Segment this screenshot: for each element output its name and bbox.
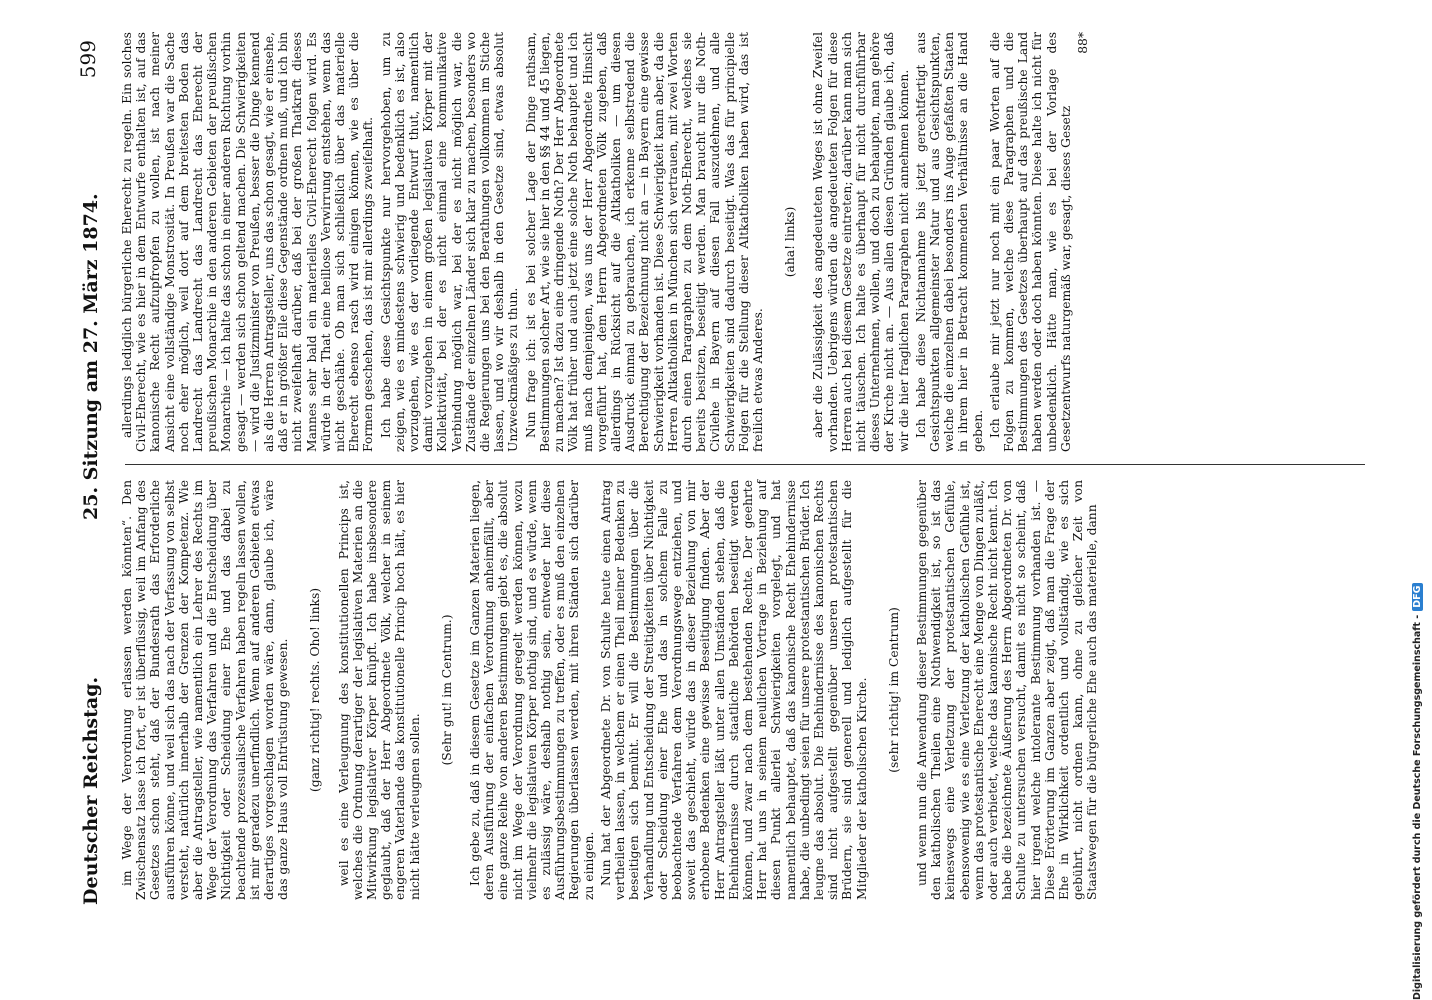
interjection: (Sehr gut! im Centrum.) [439,614,454,766]
header-title: Deutscher Reichstag. [80,676,102,905]
funding-note [1412,0,1423,1000]
paragraph: allerdings lediglich bürgerliche Eherecht zu regeln. Ein solches Civil-Eherecht, wie es hier in dem Entwurfe enthalten ist, auf das kanonische Recht aufzupfropfen zu wollen, ist nach meiner Ansicht eine vollständige Monstrosität. In Preußen war die Sache noch eher möglich, weil dort auf dem breitesten Boden das Landrecht das Landrecht das Landrecht das Eherecht der preußischen Monarchie in den anderen Gebieten der preußischen Monarchie — ich halte das schon in einer anderen Richtung vorhin gesagt — werden sich schon geltend machen. Die Schwierigkeiten — wird die Justizminister von Preußen, besser die Dinge kennend als die Herren Antragsteller, uns das schon gesagt, wie er einsehe, daß er in größter Eile diese Gegenstände ordnen muß, und ich bin nicht zweifelhaft darüber, daß bei der großen Thatkraft dieses Mannes sehr bald ein materielles Civil-Eherecht folgen wird. Es würde in der That eine heillose Verwirrung entstehen, wenn das nicht geschähe. Ob man sich schließlich über das materielle Eherecht ebenso rasch wird einigen können, wie es über die Formen geschehen, das ist mir allerdings zweifelhaft. [120,32,376,452]
header-session: 25. Sitzung am 27. März 1874. [80,193,102,520]
paragraph: Ich habe diese Gesichtspunkte nur hervorgehoben, um zu zeigen, wie es mindestens schwierig und bedenklich es ist, also vorzugehen, wie es der vorliegende Entwurf thut, namentlich damit vorzugehen in einem großen legislativen Körper mit der Kollektivität, bei der es nicht einmal eine kommunikative Verbindung möglich war, bei der es nicht möglich war, die Zustände der einzelnen Länder sich klar zu machen, besonders wo die Regierungen uns bei den Berathungen vollkommen im Stiche lassen, und wo wir deshalb in den Gesetze sind, etwas absolut Unzweckmäßiges zu thun. [378,32,521,452]
paragraph: aber die Zulässigkeit des angedeuteten Weges ist ohne Zweifel vorhanden. Uebrigens würden die angedeuteten Folgen für diese Herren auch bei diesem Gesetze eintreten; darüber kann man sich nicht täuschen. Ich halte es überhaupt für nicht durchführbar dieses Unternehmen, wollen, und doch zu behaupten, man gehöre der Kirche nicht an. — Aus allen diesen Gründen glaube ich, daß wir die hier fraglichen Paragraphen nicht annehmen können. [811,32,911,452]
funding-sidebar [1412,0,1432,1000]
page-number: 599 [76,40,100,79]
dfg-logo: DFG [1412,583,1423,611]
column-divider [125,464,1365,465]
interjection: (sehr richtig! im Centrum) [886,607,901,773]
sheet-signature: 88* [1076,32,1090,54]
paragraph: im Wege der Verordnung erlassen werden könnten“. Den Zwischensatz lasse ich fort, er ist überflüssig, weil im Anfang des Gesetzes schon steht, daß der Bundesrath das Erforderliche ausführen könne, und weil sich das nach der Verfassung von selbst versteht, natürlich innerhalb der Grenzen der Kompetenz. Wie aber die Antragsteller, wie namentlich ein Lehrer des Rechts im Wege der Verordnung das Verfahren und die Entscheidung über Nichtigkeit oder Scheidung einer Ehe und das dabei zu beachtende prozessualische Verfahren haben regeln lassen wollen, ist mir geradezu unerfindlich. Wenn auf anderen Gebieten etwas derartiges vorgeschlagen worden wäre, dann, glaube ich, wäre das ganze Haus voll Entrüstung gewesen. [120,480,291,900]
paragraph: Nun frage ich: ist es bei solcher Lage der Dinge rathsam, Bestimmungen solcher Art, wie sie hier in den §§ 44 und 45 liegen, zu machen? Ist dazu eine dringende Noth? Der Herr Abgeordnete Völk hat früher und auch jetzt eine solche Noth behauptet und ich muß nach demjenigen, was uns der Herr Abgeordnete Hinsicht vorgeführt hat, dem Herrn Abgeordneten Völk zugeben, daß allerdings in Rücksicht auf die Altkatholiken — um diesen Ausdruck einmal zu gebrauchen, ich erkenne selbstredend die Berechtigung der Bezeichnung nicht an — in Bayern eine gewisse Schwierigkeit vorhanden ist. Diese Schwierigkeit kann aber, da die Herren Altkatholiken in München sich vertrauen, mit zwei Worten durch einen Paragraphen zu dem Noth-Eherecht, welches sie bereits besitzen, beseitigt werden. Man braucht nur die Noth-Civilehe in Bayern auf diesen Fall auszudehnen, und alle Schwierigkeiten sind dadurch beseitigt. Was das für principielle Folgen für die Stellung dieser Altkatholiken haben wird, das ist freilich etwas Anderes. [523,32,765,452]
paragraph: weil es eine Verleugnung des konstitutionellen Princips ist, welches die Ordnung derartiger der legislativen Materien an die Mitwirkung legislativer Körper knüpft. Ich habe insbesondere geglaubt, daß der Herr Abgeordnete Völk, welcher in seinem engeren Vaterlande das konstitutionelle Princip hoch hält, es hier nicht hätte verleugnen sollen. [336,480,422,900]
paragraph: Ich habe diese Nichtannahme bis jetzt gerechtfertigt aus Gesichtspunkten allgemeinster Natur und aus Gesichtspunkten, welche die einzelnen dabei besonders ins Auge gefaßten Staaten in ihrem hier in Betracht kommenden Verhältnisse an die Hand geben. [913,32,985,452]
paragraph: Ich erlaube mir jetzt nur noch mit ein paar Worten auf die Folgen zu kommen, welche diese Paragraphen und die Bestimmungen des Gesetzes überhaupt auf das preußische Land haben werden oder doch haben könnten. Diese halte ich nicht für unbedenklich. Hätte man, wie es bei der Vorlage des Gesetzentwurfs naturgemäß war, gesagt, dieses Gesetz [987,32,1073,452]
paragraph: Ich gebe zu, daß in diesem Gesetze im Ganzen Materien liegen, deren Ausführung der einfachen Verordnung anheimfällt, aber eine ganze Reihe von anderen Bestimmungen giebt es, die absolut nicht im Wege der Verordnung geregelt werden können, wozu vielmehr die legislativen Körper nothig sind, und es würde, wenn es zulässig wäre, deshalb nothig sein, entweder hier diese Ausführungsbestimmungen zu treffen, oder es muß den einzelnen Regierungen überlassen werden, mit ihren Ständen sich darüber zu einigen. [468,480,596,900]
interjection: (aha! links) [783,206,798,278]
left-column [120,480,1103,900]
funding-text: Digitalisierung gefördert durch die Deutsche Forschungsgemeinschaft - [1412,614,1423,1000]
right-column [120,32,1093,452]
paragraph: und wenn nun die Anwendung dieser Bestimmungen gegenüber den katholischen Theilen eine Nothwendigkeit ist, so ist das keineswegs eine Verletzung der protestantischen Gefühle, ebensowenig wie es eine Verletzung der katholischen Gefühle ist, wenn das protestantische Eherecht eine Menge von Dingen zuläßt, oder auch verbietet, welche das kanonische Recht nicht kennt. Ich habe die bezeichnete Äußerung des Herrn Abgeordneten Dr. von Schulte zu untersuchen versucht, damit es nicht so scheint, daß hier irgend welche intolerante Bestimmung vorhanden ist. — Diese Erörterung im Ganzen aber zeigt, daß man die Frage der Ehe in Wirklichkeit ordentlich und vollständig, wie es sich gebührt, nicht ordnen kann, ohne zu gleicher Zeit von Staatswegen für die bürgerliche Ehe auch das materielle, dann [914,480,1100,900]
paragraph: Nun hat der Abgeordnete Dr. von Schulte heute einen Antrag vertheilen lassen, in welchem er einen Theil meiner Bedenken zu beseitigen sich bemüht. Er will die Bestimmungen über die Verhandlung und Entscheidung der Streitigkeiten über Nichtigkeit oder Scheidung einer Ehe und das in solchem Falle zu beobachtende Verfahren dem Verordnungswege entziehen, und soweit das geschieht, würde das in dieser Beziehung von mir erhobene Bedenken eine gewisse Beseitigung finden. Aber der Herr Antragsteller läßt unter allen Umständen stehen, daß die Ehehindernisse durch staatliche Behörden beseitigt werden können, und zwar nach dem bestehenden Rechte. Der geehrte Herr hat uns in seinem neulichen Vortrage in Beziehung auf diesen Punkt allerlei Schwierigkeiten vorgelegt, und hat namentlich behauptet, daß das kanonische Recht Ehehindernisse habe, die unbedingt seien für unsere protestantischen Brüder. Ich leugne das absolut. Die Ehehindernisse des kanonischen Rechts sind nicht aufgestellt gegenüber unseren protestantischen Brüdern, sie sind generell und lediglich aufgestellt für die Mitglieder der katholischen Kirche. [598,480,869,900]
interjection: (ganz richtig! rechts. Oho! links) [308,587,323,793]
page-header [70,0,110,1000]
